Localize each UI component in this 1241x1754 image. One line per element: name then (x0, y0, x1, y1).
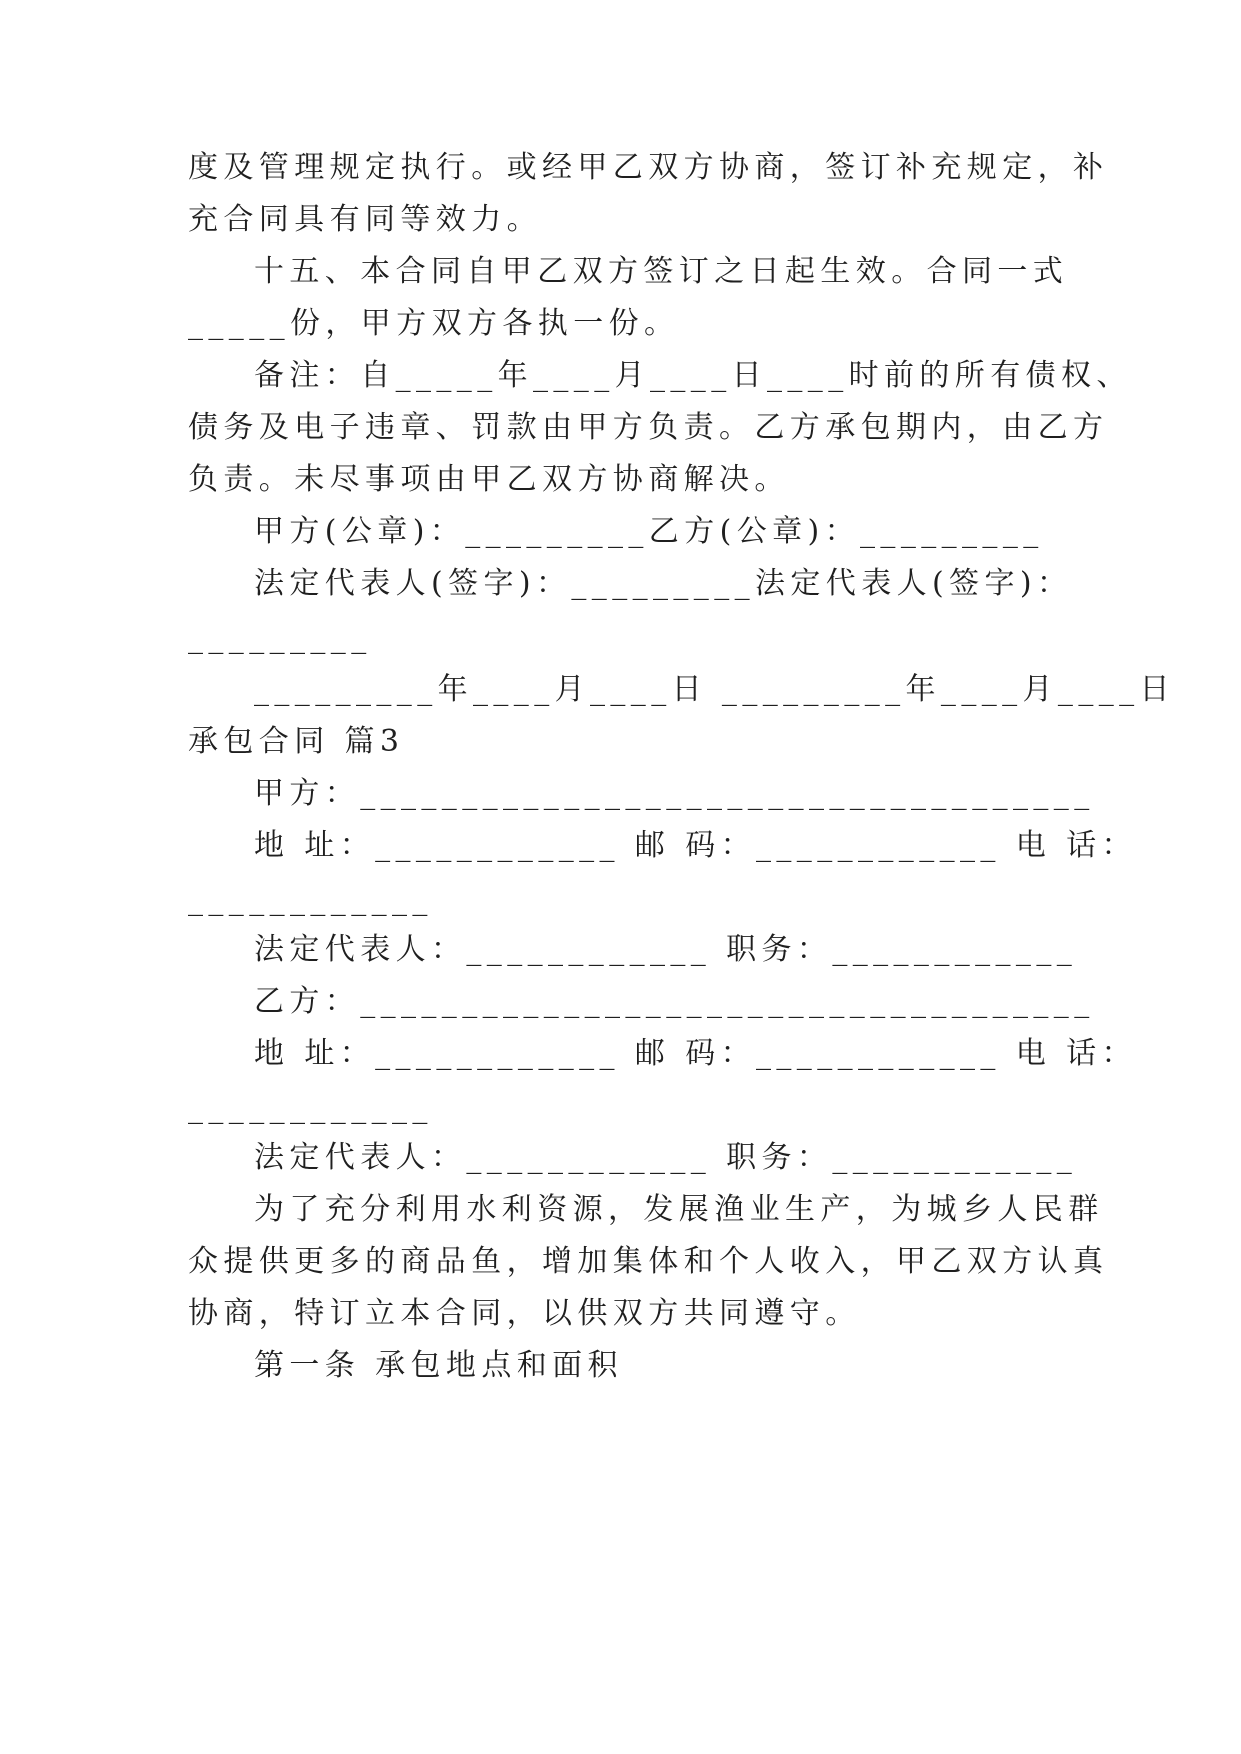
body-text-line: 债务及电子违章、罚款由甲方负责。乙方承包期内，由乙方 (188, 410, 1109, 445)
signature-blank-line: _________ (188, 620, 372, 655)
body-text-line: _____份，甲方双方各执一份。 (188, 306, 680, 341)
party-a-legal-rep-line: 法定代表人：____________ 职务：____________ (254, 932, 1078, 967)
body-text-line: 负责。未尽事项由甲乙双方协商解决。 (188, 462, 790, 497)
party-a-address-line: 地 址：____________ 邮 码：____________ 电 话： (254, 828, 1137, 863)
article-1-heading: 第一条 承包地点和面积 (254, 1348, 623, 1383)
body-text-line: 协商，特订立本合同，以供双方共同遵守。 (188, 1296, 861, 1331)
party-seal-line: 甲方(公章)：_________乙方(公章)：_________ (254, 514, 1044, 549)
body-text-line: 充合同具有同等效力。 (188, 202, 542, 237)
date-line: _________年____月____日 _________年____月____日 (254, 672, 1175, 707)
clause-15-text: 十五、本合同自甲乙双方签订之日起生效。合同一式 (254, 254, 1069, 289)
party-b-legal-rep-line: 法定代表人：____________ 职务：____________ (254, 1140, 1078, 1175)
party-b-name-line: 乙方：____________________________________ (254, 984, 1095, 1019)
party-a-name-line: 甲方：____________________________________ (254, 776, 1095, 811)
body-text-line: 众提供更多的商品鱼，增加集体和个人收入，甲乙双方认真 (188, 1244, 1109, 1279)
section-heading: 承包合同 篇3 (188, 724, 405, 759)
phone-blank-line: ____________ (188, 1090, 433, 1125)
phone-blank-line: ____________ (188, 882, 433, 917)
legal-rep-signature-line: 法定代表人(签字)：_________法定代表人(签字)： (254, 566, 1073, 601)
remarks-text: 备注：自_____年____月____日____时前的所有债权、 (254, 358, 1132, 393)
body-text-line: 度及管理规定执行。或经甲乙双方协商，签订补充规定，补 (188, 150, 1109, 185)
party-b-address-line: 地 址：____________ 邮 码：____________ 电 话： (254, 1036, 1137, 1071)
preamble-text: 为了充分利用水利资源，发展渔业生产，为城乡人民群 (254, 1192, 1104, 1227)
